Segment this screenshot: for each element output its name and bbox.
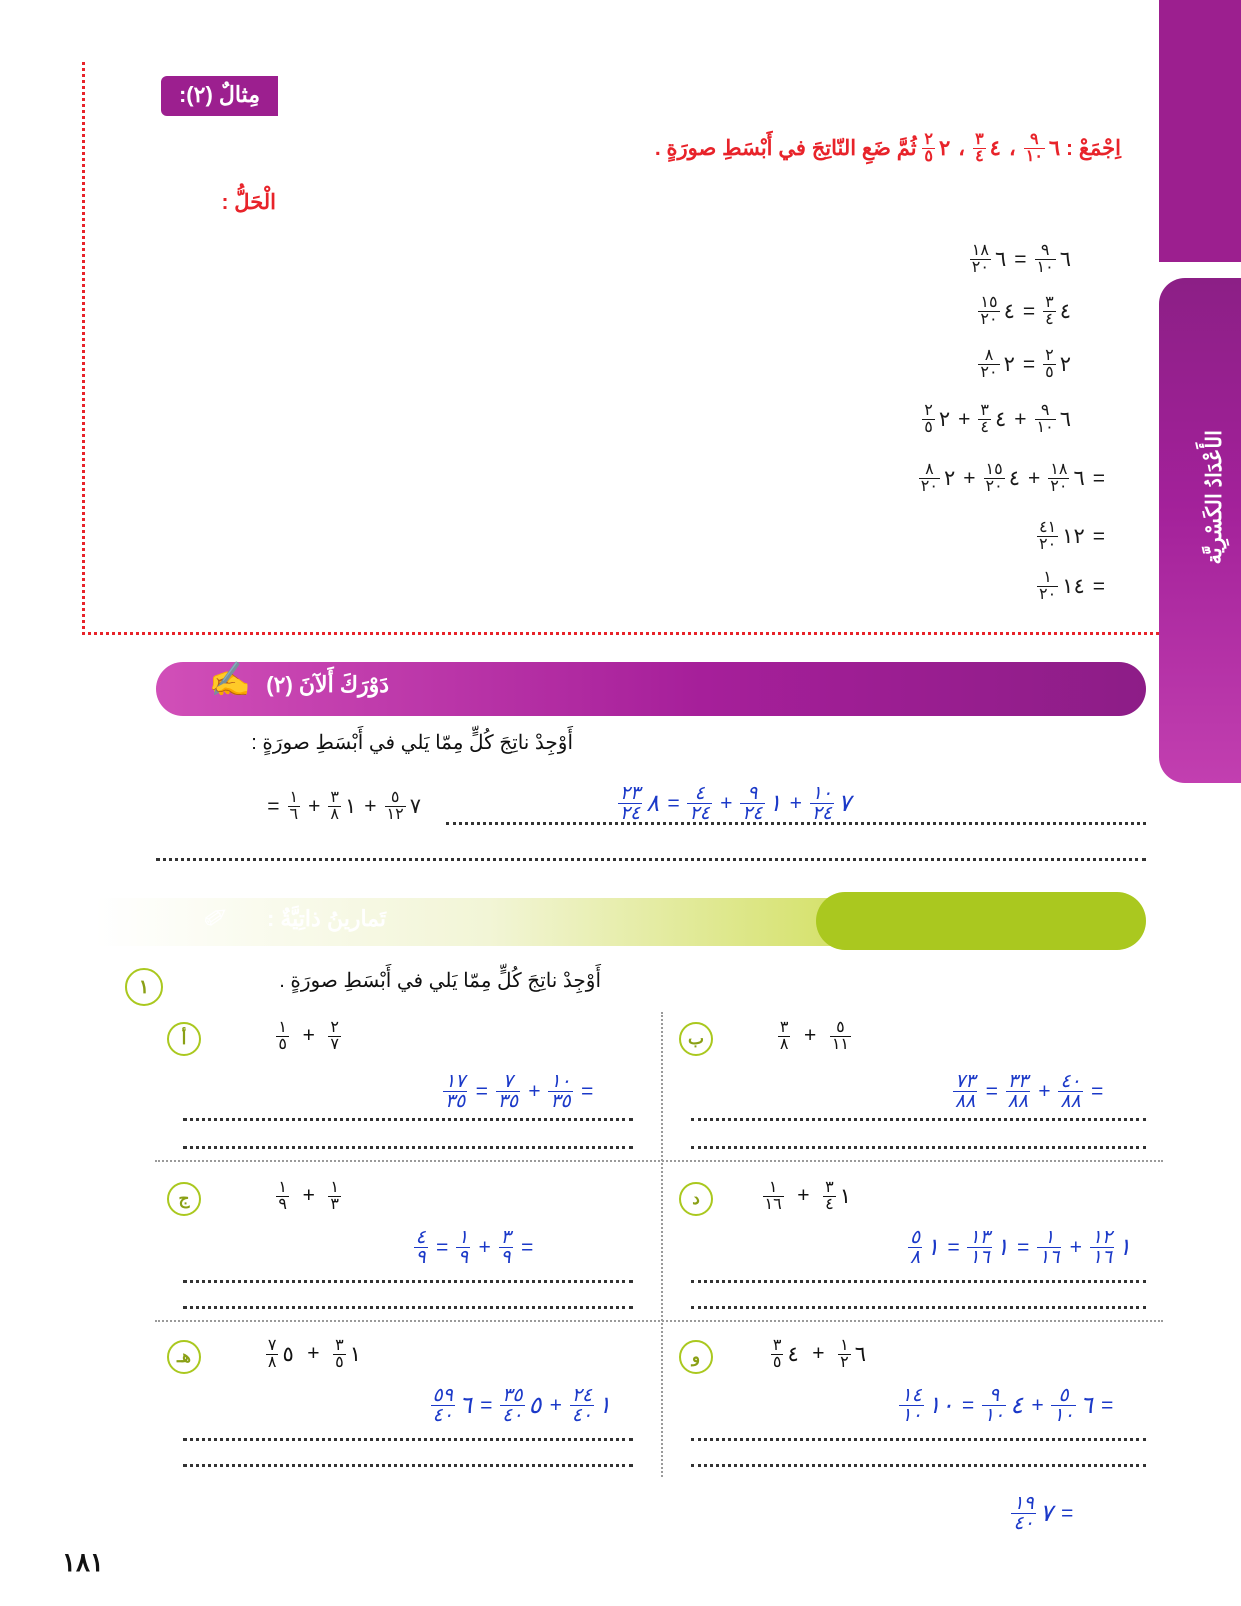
item-expr-c: $\frac{١}{٣}$ + $\frac{١}{٩}$: [278, 1179, 339, 1213]
page-number: ١٨١: [62, 1547, 104, 1577]
answer-line-a-1: [183, 1118, 633, 1121]
pencil-icon: ✏: [196, 896, 237, 939]
answer-line-b-1: [691, 1118, 1146, 1121]
answer-line-c-1: [183, 1280, 633, 1283]
item-answer-e: ١ $\frac{٢٤}{٤٠}$ + ٥ $\frac{٣٥}{٤٠}$ = ٦ $\frac{٥٩}{٤٠}$: [432, 1385, 611, 1426]
example-question: [655, 132, 1121, 165]
conversion-line-2: ٤ $\frac{٣}{٤}$ = ٤ $\frac{١٥}{٢٠}$: [980, 294, 1071, 328]
sum-line-original: ٦ $\frac{٩}{١٠}$ + ٤ $\frac{٣}{٤}$ + ٢ $\frac{٢}{٥}$: [924, 402, 1071, 436]
grid-h-separator-2: [155, 1320, 1163, 1322]
your-turn-handwritten: ٧ $\frac{١٠}{٢٤}$ + ١ $\frac{٩}{٢٤}$ + $\frac{٤}{٢٤}$ = ٨ $\frac{٢٣}{٢٤}$: [619, 783, 851, 824]
writing-hand-icon: ✍: [208, 661, 251, 699]
your-turn-instruction: أَوْجِدْ ناتِجَ كُلٍّ مِمّا يَلي في أَبْسَطِ صورَةٍ :: [251, 732, 573, 754]
answer-line-f-1: [691, 1438, 1146, 1441]
example-q-term-2: ٤ $\frac{٣}{٤}$: [975, 131, 1001, 165]
answer-line-c-2: [183, 1306, 633, 1309]
self-exercises-pill: [816, 892, 1146, 950]
your-turn-expression: ٧ $\frac{٥}{١٢}$ + ١ $\frac{٣}{٨}$ + $\frac{١}{٦}$ =: [267, 789, 421, 823]
item-tag-d: د: [679, 1182, 713, 1216]
grid-h-separator-1: [155, 1160, 1163, 1162]
question-1-number: ١: [125, 968, 163, 1006]
grid-vertical-separator: [661, 1012, 663, 1477]
item-expr-a: $\frac{٢}{٧}$ + $\frac{١}{٥}$: [278, 1019, 339, 1053]
item-expr-f: ٦ $\frac{١}{٢}$ + ٤ $\frac{٣}{٥}$: [772, 1337, 866, 1371]
side-tab: [1159, 278, 1241, 783]
item-tag-f: و: [679, 1340, 713, 1374]
answer-line-e-1: [183, 1438, 633, 1441]
example-q-term-1: ٦ $\frac{٩}{١٠}$: [1025, 131, 1061, 165]
page-edge-top: [1159, 0, 1241, 262]
your-turn-title: دَوْرَكَ أَلآنَ (٢): [266, 672, 389, 697]
item-answer-e-final: = ٧ $\frac{١٩}{٤٠}$: [1013, 1493, 1073, 1534]
question-1-text: أَوْجِدْ ناتِجَ كُلٍّ مِمّا يَلي في أَبْسَطِ صورَةٍ .: [279, 970, 601, 992]
example-q-term-3: ٢ $\frac{٢}{٥}$: [924, 131, 951, 165]
item-tag-b: ب: [679, 1022, 713, 1056]
conversion-line-3: ٢ $\frac{٢}{٥}$ = ٢ $\frac{٨}{٢٠}$: [980, 347, 1071, 381]
comma-2: ،: [958, 137, 966, 160]
example-question-tail: ثُمَّ ضَعِ النّاتِجَ في أَبْسَطِ صورَةٍ .: [654, 137, 923, 160]
item-tag-c: ج: [167, 1182, 201, 1216]
item-answer-a: = $\frac{١٠}{٣٥}$ + $\frac{٧}{٣٥}$ = $\frac{١٧}{٣٥}$: [444, 1071, 593, 1112]
self-exercises-title: تَمارينُ ذاتِيَّةٌ :: [266, 906, 386, 931]
answer-line-2: [156, 858, 1146, 861]
answer-line-e-2: [183, 1464, 633, 1467]
result-line-2: = ١٤ $\frac{١}{٢٠}$: [1038, 569, 1105, 603]
conversion-line-1: ٦ $\frac{٩}{١٠}$ = ٦ $\frac{١٨}{٢٠}$: [971, 242, 1071, 276]
answer-line-d-1: [691, 1280, 1146, 1283]
item-tag-a: أ: [167, 1022, 201, 1056]
solution-label: الْحَلُّ :: [221, 191, 276, 214]
example-title: مِثالٌ (٢):: [161, 76, 278, 116]
answer-line-f-2: [691, 1464, 1146, 1467]
answer-line-d-2: [691, 1306, 1146, 1309]
item-answer-c: = $\frac{٣}{٩}$ + $\frac{١}{٩}$ = $\frac{٤}{٩}$: [415, 1227, 533, 1268]
item-expr-d: ١ $\frac{٣}{٤}$ + $\frac{١}{١٦}$: [764, 1179, 851, 1213]
item-answer-d: ١ $\frac{١٢}{١٦}$ + $\frac{١}{١٦}$ = ١ $\frac{١٣}{١٦}$ = ١ $\frac{٥}{٨}$: [910, 1227, 1131, 1268]
item-answer-f: = ٦ $\frac{٥}{١٠}$ + ٤ $\frac{٩}{١٠}$ = ١٠ $\frac{١٤}{١٠}$: [901, 1385, 1113, 1426]
side-tab-label: الأَعْدَادُ الكَسْرِيَّة: [1203, 430, 1226, 565]
answer-line-b-2: [691, 1146, 1146, 1149]
comma-1: ،: [1008, 137, 1016, 160]
item-expr-b: $\frac{٥}{١١}$ + $\frac{٣}{٨}$: [779, 1019, 849, 1053]
item-expr-e: ١ $\frac{٣}{٥}$ + ٥ $\frac{٧}{٨}$: [267, 1337, 361, 1371]
answer-line-a-2: [183, 1146, 633, 1149]
sum-line-converted: = ٦ $\frac{١٨}{٢٠}$ + ٤ $\frac{١٥}{٢٠}$ + ٢ $\frac{٨}{٢٠}$: [920, 461, 1105, 495]
item-tag-e: هـ: [167, 1340, 201, 1374]
item-answer-b: = $\frac{٤٠}{٨٨}$ + $\frac{٣٣}{٨٨}$ = $\frac{٧٣}{٨٨}$: [954, 1071, 1103, 1112]
example-question-text: اِجْمَعْ :: [1060, 137, 1121, 160]
result-line-1: = ١٢ $\frac{٤١}{٢٠}$: [1038, 519, 1105, 553]
